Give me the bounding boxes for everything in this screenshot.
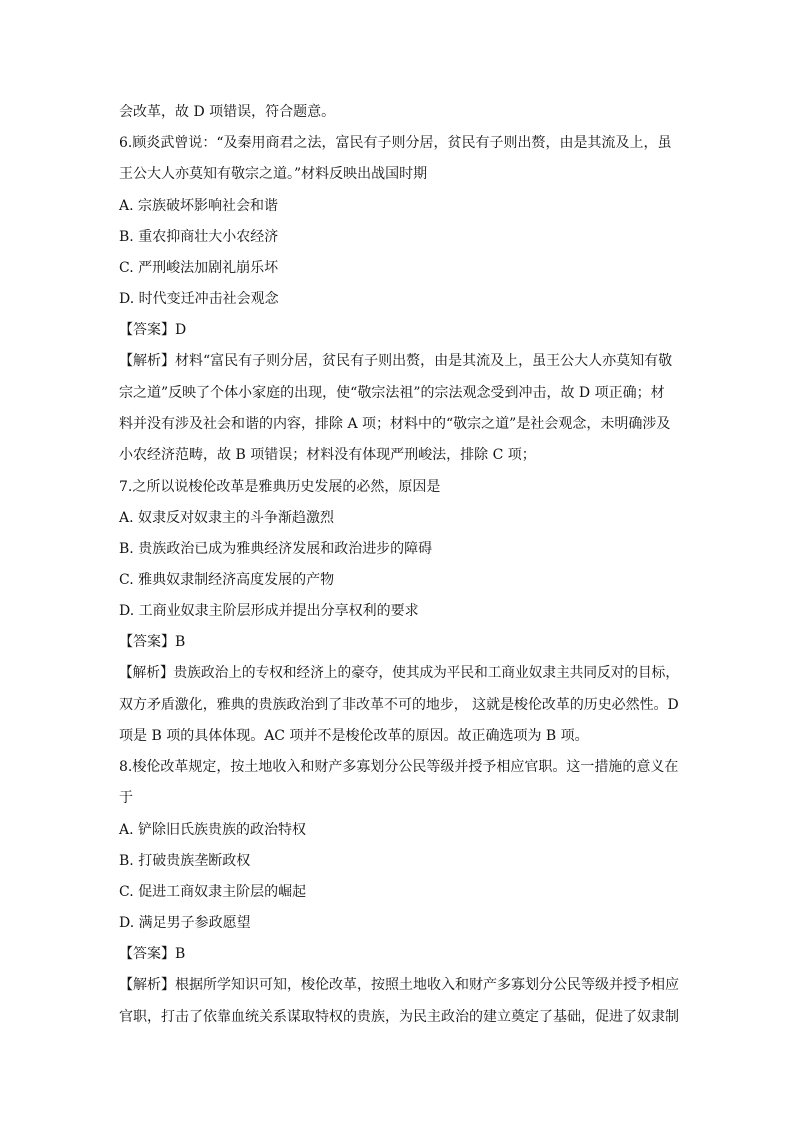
explanation-line: 项是 B 项的具体体现。AC 项并不是梭伦改革的原因。故正确选项为 B 项。: [119, 728, 589, 744]
option-b: B. 打破贵族垄断政权: [119, 853, 251, 869]
text-line: 会改革，故 D 项错误，符合题意。: [119, 104, 336, 120]
answer-label: 【答案】B: [119, 946, 186, 962]
question-8-stem: 8.梭伦改革规定，按土地收入和财产多寡划分公民等级并授予相应官职。这一措施的意义在: [119, 759, 679, 775]
explanation-line: 【解析】材料“富民有子则分居，贫民有子则出赘，由是其流及上，虽王公大人亦莫知有敬: [119, 353, 673, 369]
explanation-line: 【解析】根据所学知识可知，梭伦改革，按照土地收入和财产多寡划分公民等级并授予相应: [119, 977, 679, 993]
explanation-line: 【解析】贵族政治上的专权和经济上的豪夺，使其成为平民和工商业奴隶主共同反对的目标，: [119, 665, 679, 681]
option-b: B. 重农抑商壮大小农经济: [119, 229, 279, 245]
option-d: D. 时代变迁冲击社会观念: [119, 291, 279, 307]
option-a: A. 奴隶反对奴隶主的斗争渐趋激烈: [119, 510, 335, 526]
option-d: D. 满足男子参政愿望: [119, 915, 251, 931]
question-7-stem: 7.之所以说梭伦改革是雅典历史发展的必然，原因是: [119, 479, 441, 495]
option-c: C. 严刑峻法加剧礼崩乐坏: [119, 260, 279, 276]
option-c: C. 雅典奴隶制经济高度发展的产物: [119, 572, 335, 588]
option-a: A. 铲除旧氏族贵族的政治特权: [119, 822, 307, 838]
answer-label: 【答案】B: [119, 634, 186, 650]
option-b: B. 贵族政治已成为雅典经济发展和政治进步的障碍: [119, 541, 433, 557]
question-6-stem-continued: 王公大人亦莫知有敬宗之道。”材料反映出战国时期: [119, 166, 428, 182]
option-a: A. 宗族破坏影响社会和谐: [119, 198, 279, 214]
question-6-stem: 6.顾炎武曾说：“及秦用商君之法，富民有子则分居，贫民有子则出赘，由是其流及上，虽: [119, 135, 672, 151]
explanation-line: 双方矛盾激化，雅典的贵族政治到了非改革不可的地步， 这就是梭伦改革的历史必然性。D: [119, 697, 679, 713]
explanation-line: 宗之道”反映了个体小家庭的出现，使“敬宗法祖”的宗法观念受到冲击，故 D 项正确；材: [119, 385, 665, 401]
explanation-line: 小农经济范畴，故 B 项错误；材料没有体现严刑峻法，排除 C 项；: [119, 447, 536, 463]
explanation-line: 料并没有涉及社会和谐的内容，排除 A 项；材料中的“敬宗之道”是社会观念，未明确涉及: [119, 416, 671, 432]
explanation-line: 官职，打击了依靠血统关系谋取特权的贵族，为民主政治的建立奠定了基础，促进了奴隶制: [119, 1009, 679, 1025]
answer-label: 【答案】D: [119, 322, 187, 338]
option-d: D. 工商业奴隶主阶层形成并提出分享权利的要求: [119, 603, 419, 619]
option-c: C. 促进工商奴隶主阶层的崛起: [119, 884, 307, 900]
question-8-stem-continued: 于: [119, 790, 133, 806]
